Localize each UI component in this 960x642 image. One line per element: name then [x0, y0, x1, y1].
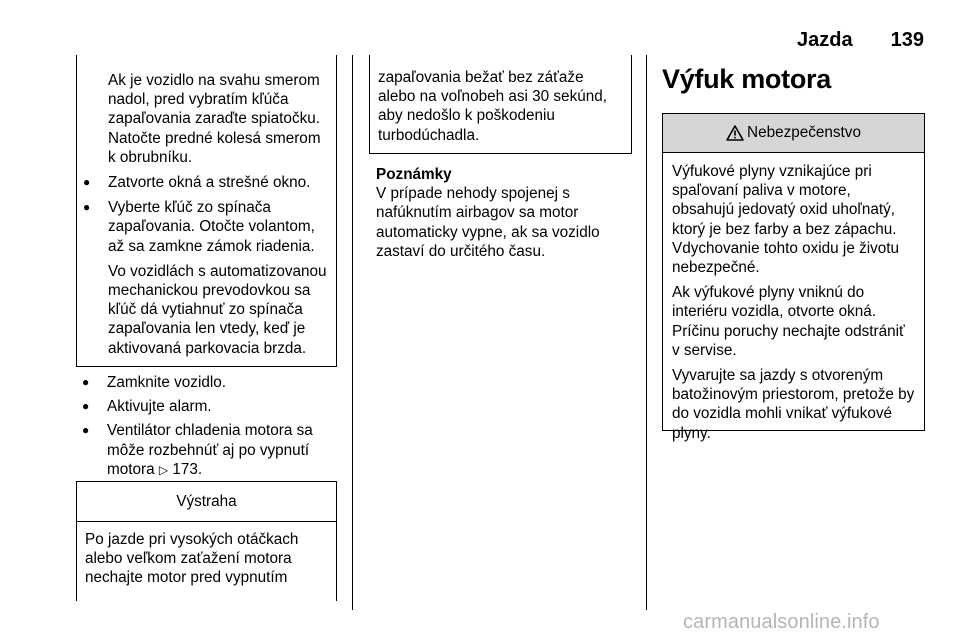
box-paragraph: Ak je vozidlo na svahu smerom nadol, pred vybratím kľúča zapaľovania zaraďte spiatočku. Natočte predné kolesá smerom k obrubníku.	[108, 72, 321, 166]
list-item	[82, 373, 337, 392]
note-title: Poznámky	[376, 166, 452, 183]
bullet-dot-icon: ●	[83, 200, 91, 215]
note-text: V prípade nehody spojenej s nafúknutím airbagov sa motor automaticky vypne, ak sa vozidlo zastaví do určitého času.	[376, 185, 600, 260]
danger-body	[663, 153, 924, 443]
page-number: 139	[890, 29, 924, 51]
warning-box	[76, 481, 337, 601]
bullet-list	[82, 373, 337, 485]
list-item-text: Zatvorte okná a strešné okno.	[108, 174, 311, 192]
note-section	[376, 165, 628, 261]
column-divider-2	[646, 55, 647, 610]
list-item-text: Zamknite vozidlo.	[107, 374, 227, 391]
watermark: carmanualsonline.info	[683, 611, 880, 633]
section-heading: Výfuk motora	[662, 64, 831, 94]
list-item-text: Vyberte kľúč zo spínača zapaľovania. Otočte volantom, až sa zamkne zámok riadenia.	[108, 199, 315, 255]
danger-box	[662, 113, 925, 442]
warning-triangle-icon	[726, 125, 744, 141]
bullet-dot-icon: ●	[82, 375, 90, 389]
page-header	[797, 29, 924, 53]
continued-warning-box-2	[369, 55, 632, 154]
reference-arrow-icon: ▷	[158, 462, 169, 477]
list-item	[82, 421, 337, 480]
column-divider-1	[352, 55, 353, 610]
warning-title: Výstraha	[77, 482, 336, 522]
danger-paragraph: Ak výfukové plyny vniknú do interiéru vozidla, otvorte okná. Príčinu poruchy nechajte odstrániť v servise.	[672, 284, 905, 359]
bullet-dot-icon: ●	[82, 399, 90, 414]
warning-text: Po jazde pri vysokých otáčkach alebo veľkom zaťažení motora nechajte motor pred vypnutím	[85, 531, 299, 587]
bullet-dot-icon: ●	[82, 423, 90, 438]
box-bullet-list	[83, 173, 332, 358]
list-item-subtext: Vo vozidlách s automatizovanou mechanickou prevodovkou sa kľúč dá vytiahnuť zo spínača zapaľovania len vtedy, keď je aktivovaná parkovacia brzda.	[108, 262, 327, 357]
danger-paragraph: Výfukové plyny vznikajúce pri spaľovaní paliva v motore, obsahujú jedovatý oxid uhoľnatý, ktorý je bez farby a bez zápachu. Vdychovanie tohto oxidu je životu nebezpečné.	[672, 163, 900, 277]
danger-title-bar	[663, 114, 924, 153]
bullet-dot-icon: ●	[83, 175, 91, 190]
continued-warning-box	[76, 55, 337, 367]
list-item	[82, 397, 337, 416]
danger-paragraph: Vyvarujte sa jazdy s otvoreným batožinovým priestorom, pretože by do vozidla mohli vnikať výfukové plyny.	[672, 367, 915, 442]
warning-text-continued: zapaľovania bežať bez záťaže alebo na voľnobeh asi 30 sekúnd, aby nedošlo k poškodeniu turbodúchadla.	[378, 69, 607, 144]
list-item	[83, 198, 332, 358]
list-item-text: Ventilátor chladenia motora sa môže rozbehnúť aj po vypnutí motora	[107, 422, 313, 478]
list-item-text: Aktivujte alarm.	[107, 398, 212, 416]
list-item	[83, 173, 332, 192]
page-reference-link[interactable]: 173.	[172, 460, 203, 478]
section-title: Jazda	[797, 29, 853, 51]
danger-title: Nebezpečenstvo	[747, 124, 861, 141]
